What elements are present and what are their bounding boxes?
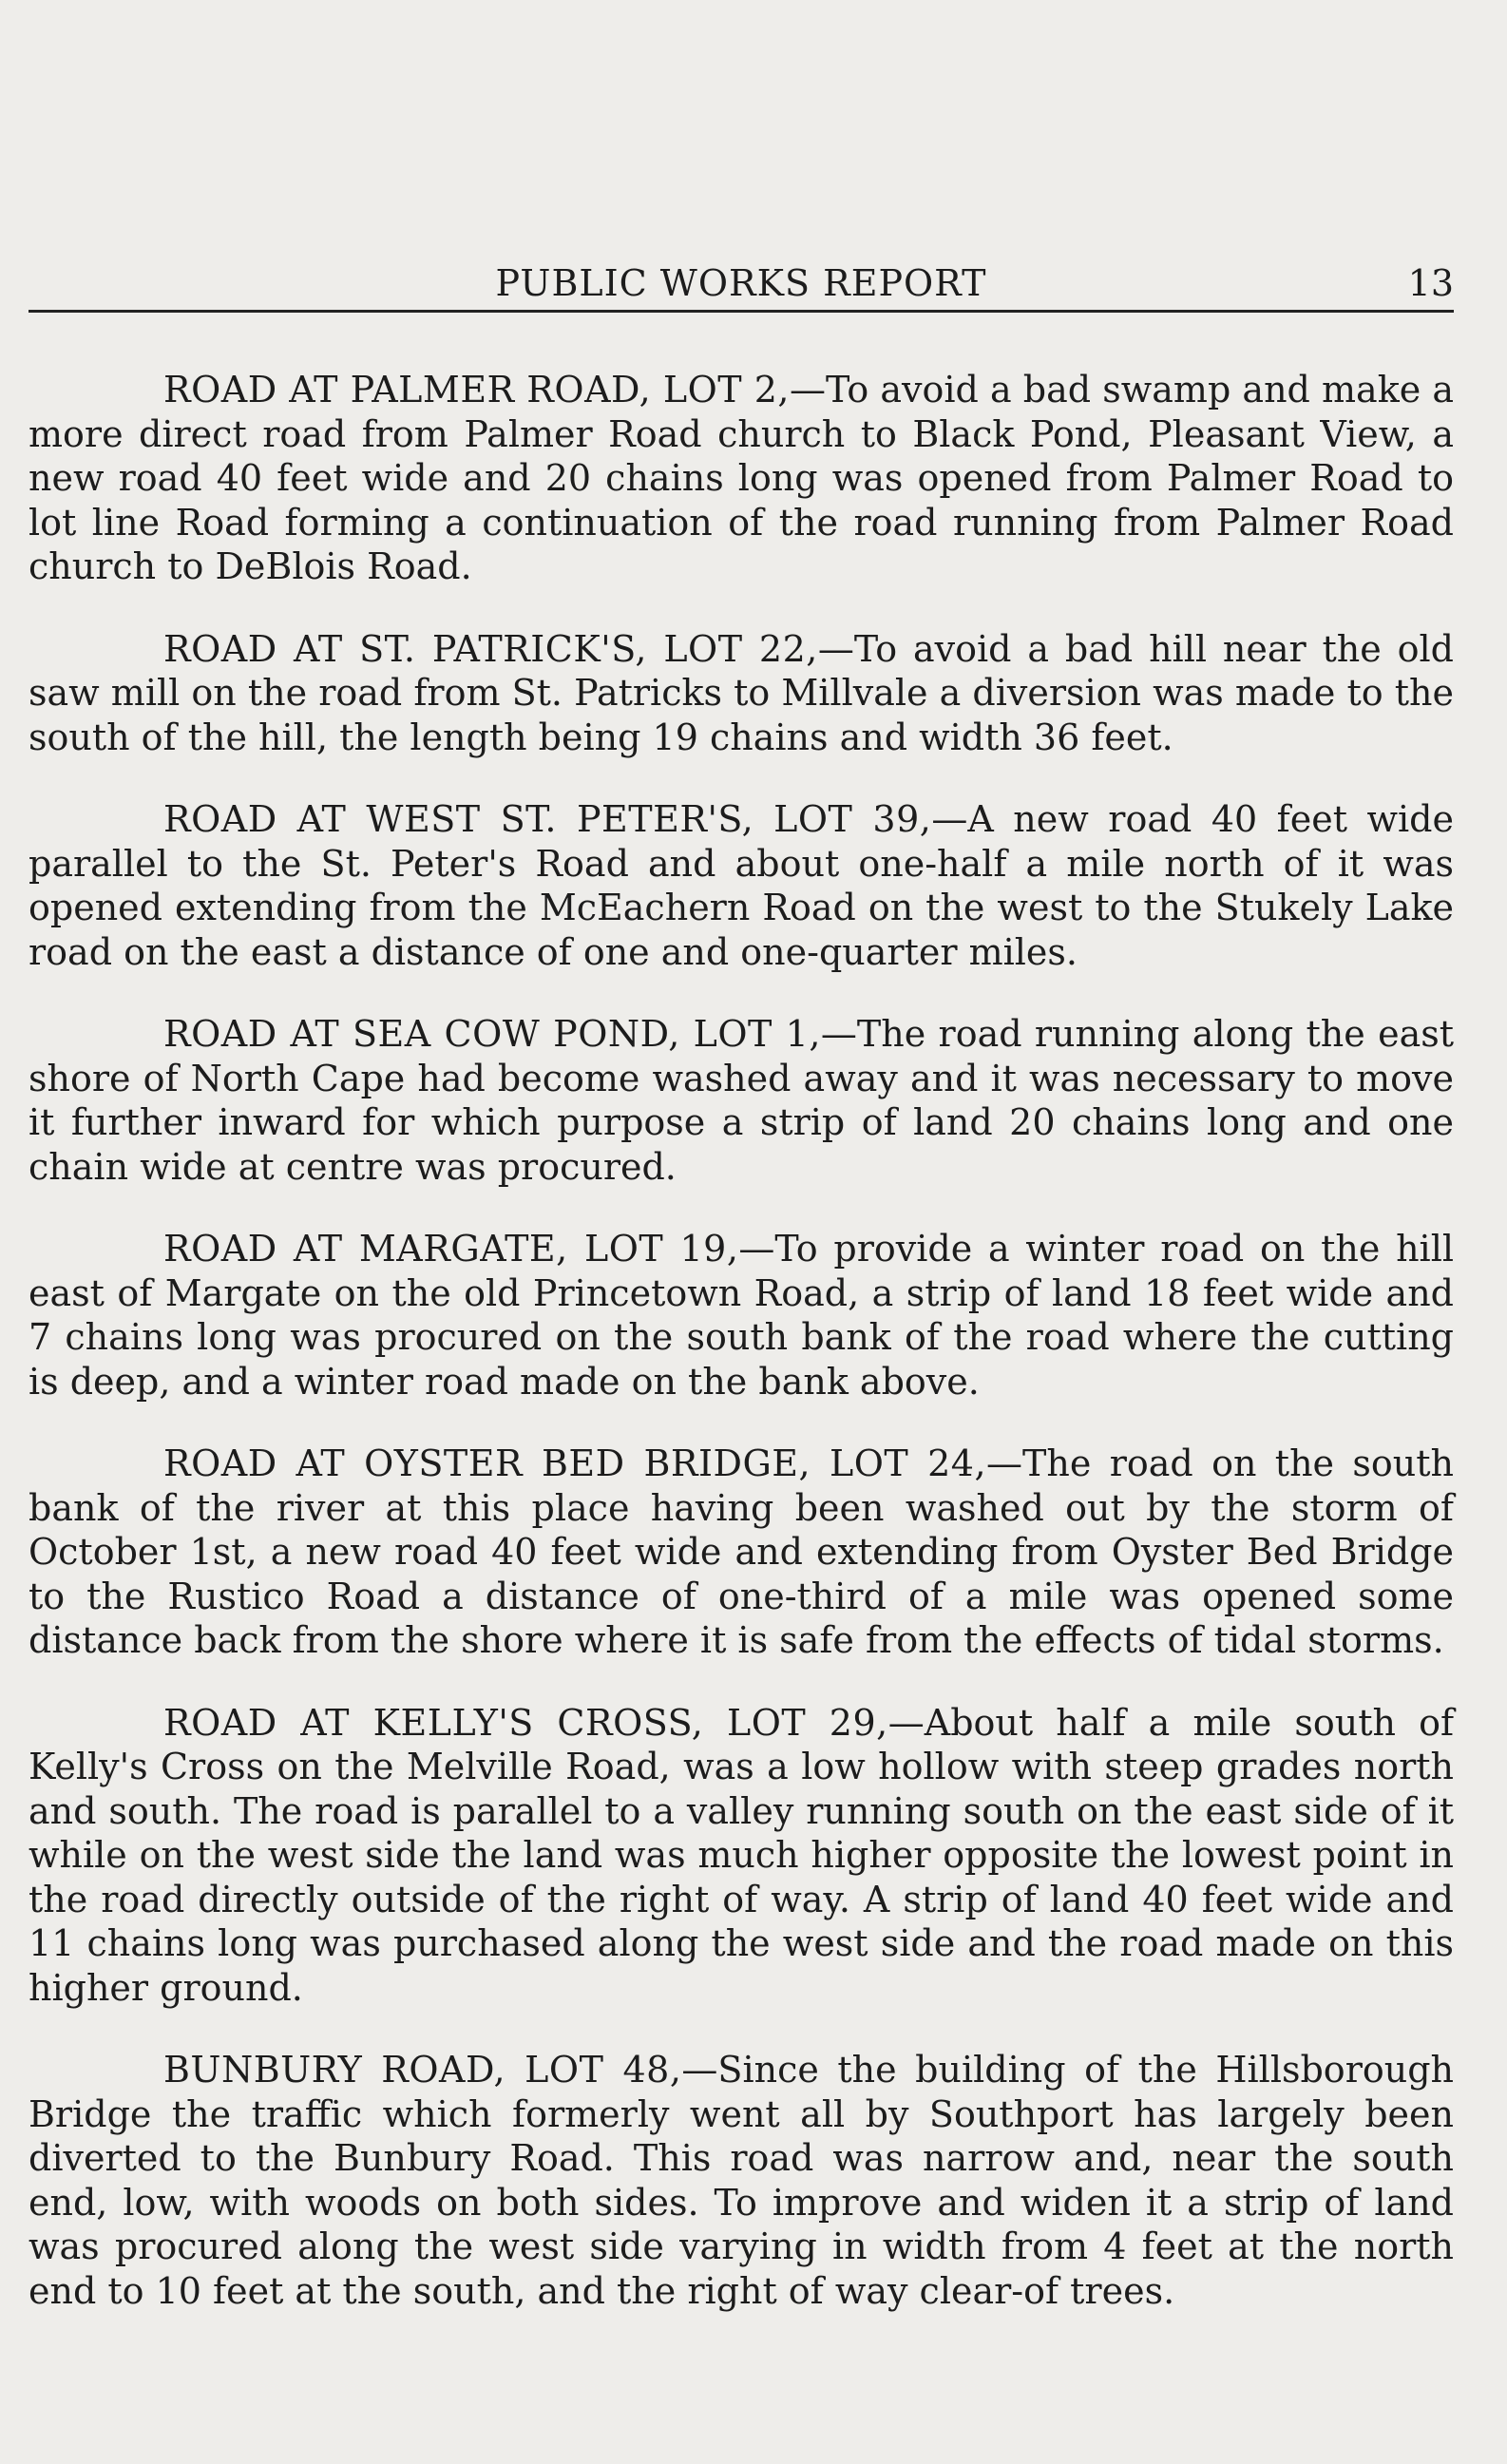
paragraph-text: —To avoid a bad hill near the old saw mill on the road from St. Patricks to Millvale a diversion was made to the south of the hill, the length being 19 chains and width 36 feet.: [29, 627, 1454, 758]
paragraph-text: —To provide a winter road on the hill east of Margate on the old Princetown Road, a strip of land 18 feet wide and 7 chains long was procured on the south bank of the road where the cutting is deep, and a winter road made on the bank above.: [29, 1228, 1455, 1403]
paragraph-sea-cow-pond: [29, 1012, 1454, 1189]
paragraph-heading: ROAD AT KELLY'S CROSS, LOT 29,: [163, 1701, 888, 1744]
paragraph-oyster-bed-bridge: [29, 1442, 1454, 1663]
paragraph-text: —To avoid a bad swamp and make a more direct road from Palmer Road church to Black Pond, Pleasant View, a new road 40 feet wide and 20 chains long was opened from Palmer Road to lot line Road forming a continuation of the road running from Palmer Road church to DeBlois Road.: [29, 369, 1455, 587]
running-title: PUBLIC WORKS REPORT: [495, 262, 987, 304]
paragraph-margate: [29, 1227, 1454, 1404]
page-number: 13: [1407, 262, 1454, 304]
report-page: [29, 257, 1454, 2351]
paragraph-heading: ROAD AT MARGATE, LOT 19,: [163, 1228, 739, 1270]
paragraph-heading: ROAD AT PALMER ROAD, LOT 2,: [163, 369, 790, 411]
paragraph-text: —A new road 40 feet wide parallel to the St. Peter's Road and about one-half a mile north of it was opened extending from the McEachern Road on the west to the Stukely Lake road on the east a distance of one and one-quarter miles.: [29, 798, 1454, 973]
paragraph-palmer-road: [29, 368, 1454, 589]
paragraph-west-st-peters: [29, 797, 1454, 974]
paragraph-st-patricks: [29, 627, 1454, 760]
paragraph-text: —Since the building of the Hillsborough Bridge the traffic which formerly went all by Southport has largely been diverted to the Bunbury Road. This road was narrow and, near the south end, low, with woods on both sides. To improve and widen it a strip of land was procured along the west side varying in width from 4 feet at the north end to 10 feet at the south, and the right of way clear-of trees.: [29, 2049, 1455, 2312]
paragraph-bunbury-road: [29, 2048, 1454, 2313]
report-body: [29, 368, 1454, 2313]
paragraph-heading: ROAD AT SEA COW POND, LOT 1,: [163, 1013, 821, 1055]
paragraph-text: —The road on the south bank of the river at this place having been washed out by the storm of October 1st, a new road 40 feet wide and extending from Oyster Bed Bridge to the Rustico Road a distance of one-third of a mile was opened some distance back from the shore where it is safe from the effects of tidal storms.: [29, 1442, 1455, 1661]
paragraph-heading: ROAD AT ST. PATRICK'S, LOT 22,: [163, 627, 818, 670]
page-header: [29, 257, 1454, 313]
paragraph-text: —About half a mile south of Kelly's Cross on the Melville Road, was a low hollow with steep grades north and south. The road is parallel to a valley running south on the east side of it while on the west side the land was much higher opposite the lowest point in the road directly outside of the right of way. A strip of land 40 feet wide and 11 chains long was purchased along the west side and the road made on this higher ground.: [29, 1701, 1455, 2009]
paragraph-kellys-cross: [29, 1701, 1454, 2011]
paragraph-text: —The road running along the east shore of North Cape had become washed away and it was necessary to move it further inward for which purpose a strip of land 20 chains long and one chain wide at centre was procured.: [29, 1013, 1454, 1188]
paragraph-heading: ROAD AT WEST ST. PETER'S, LOT 39,: [163, 798, 932, 840]
paragraph-heading: BUNBURY ROAD, LOT 48,: [163, 2049, 682, 2091]
paragraph-heading: ROAD AT OYSTER BED BRIDGE, LOT 24,: [163, 1442, 987, 1484]
